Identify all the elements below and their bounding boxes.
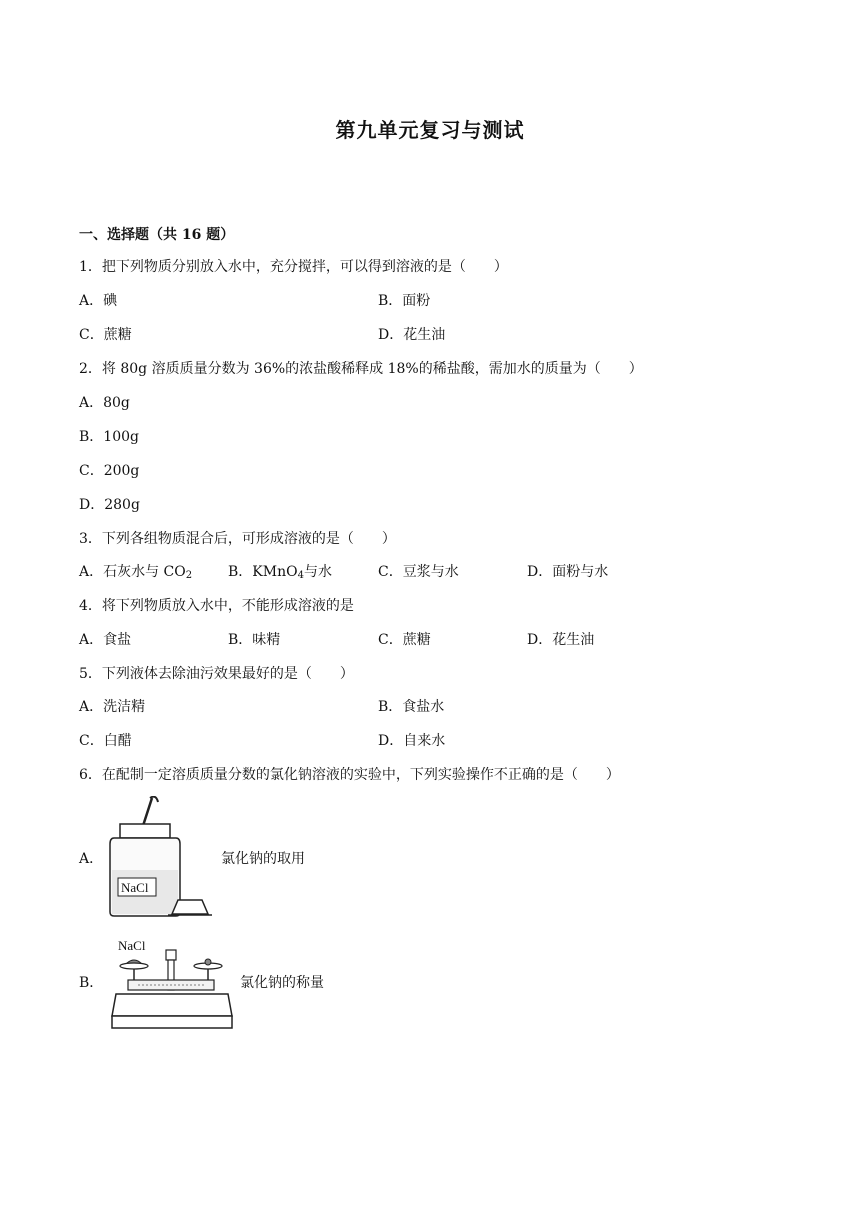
jar-label: NaCl — [121, 880, 149, 895]
option-b-text: B．KMnO — [228, 564, 298, 580]
question-5-stem: 5．下列液体去除油污效果最好的是（ ） — [79, 666, 354, 682]
balance-figure — [108, 934, 236, 1032]
question-6-stem: 6．在配制一定溶质质量分数的氯化钠溶液的实验中，下列实验操作不正确的是（ ） — [79, 767, 620, 783]
subscript-4: 4 — [297, 570, 304, 581]
question-4-option-d: D．花生油 — [527, 632, 595, 648]
question-4-option-c: C．蔗糖 — [378, 632, 431, 648]
question-1-option-c: C．蔗糖 — [79, 327, 132, 343]
question-1-option-b: B．面粉 — [378, 293, 431, 309]
question-2-option-a: A．80g — [79, 395, 130, 411]
question-6-option-b-label: B． — [79, 975, 104, 991]
question-3-option-b — [228, 562, 332, 586]
question-4-option-a: A．食盐 — [79, 632, 132, 648]
option-a-text: A．石灰水与 CO — [79, 564, 186, 580]
subscript-2: 2 — [185, 570, 193, 581]
question-2-option-b: B．100g — [79, 429, 139, 445]
question-1-option-d: D．花生油 — [378, 327, 446, 343]
question-3-stem: 3．下列各组物质混合后，可形成溶液的是（ ） — [79, 531, 396, 547]
question-3-option-c: C．豆浆与水 — [378, 564, 459, 580]
option-b-text-tail: 与水 — [303, 564, 332, 580]
question-3-option-d: D．面粉与水 — [527, 564, 609, 580]
section-heading: 一、选择题（共 16 题） — [79, 227, 235, 243]
question-6-option-b-caption: 氯化钠的称量 — [240, 975, 324, 991]
question-5-option-b: B．食盐水 — [378, 699, 445, 715]
page-title: 第九单元复习与测试 — [335, 118, 525, 142]
pan-label: NaCl — [118, 938, 146, 953]
question-3-option-a — [79, 562, 192, 586]
question-2-option-c: C．200g — [79, 463, 140, 479]
question-5-option-d: D．自来水 — [378, 733, 446, 749]
question-5-option-c: C．白醋 — [79, 733, 132, 749]
question-1-stem: 1．把下列物质分别放入水中，充分搅拌，可以得到溶液的是（ ） — [79, 259, 508, 275]
question-6-option-a-label: A． — [79, 851, 104, 867]
question-2-option-d: D．280g — [79, 497, 140, 513]
question-6-option-a-caption: 氯化钠的取用 — [221, 851, 305, 867]
question-4-stem: 4．将下列物质放入水中，不能形成溶液的是 — [79, 598, 354, 614]
question-4-option-b: B．味精 — [228, 632, 281, 648]
reagent-jar-figure — [100, 796, 220, 920]
question-1-option-a: A．碘 — [79, 293, 118, 309]
question-2-stem: 2．将 80g 溶质质量分数为 36%的浓盐酸稀释成 18%的稀盐酸，需加水的质量为（ ） — [79, 361, 643, 377]
question-5-option-a: A．洗洁精 — [79, 699, 146, 715]
